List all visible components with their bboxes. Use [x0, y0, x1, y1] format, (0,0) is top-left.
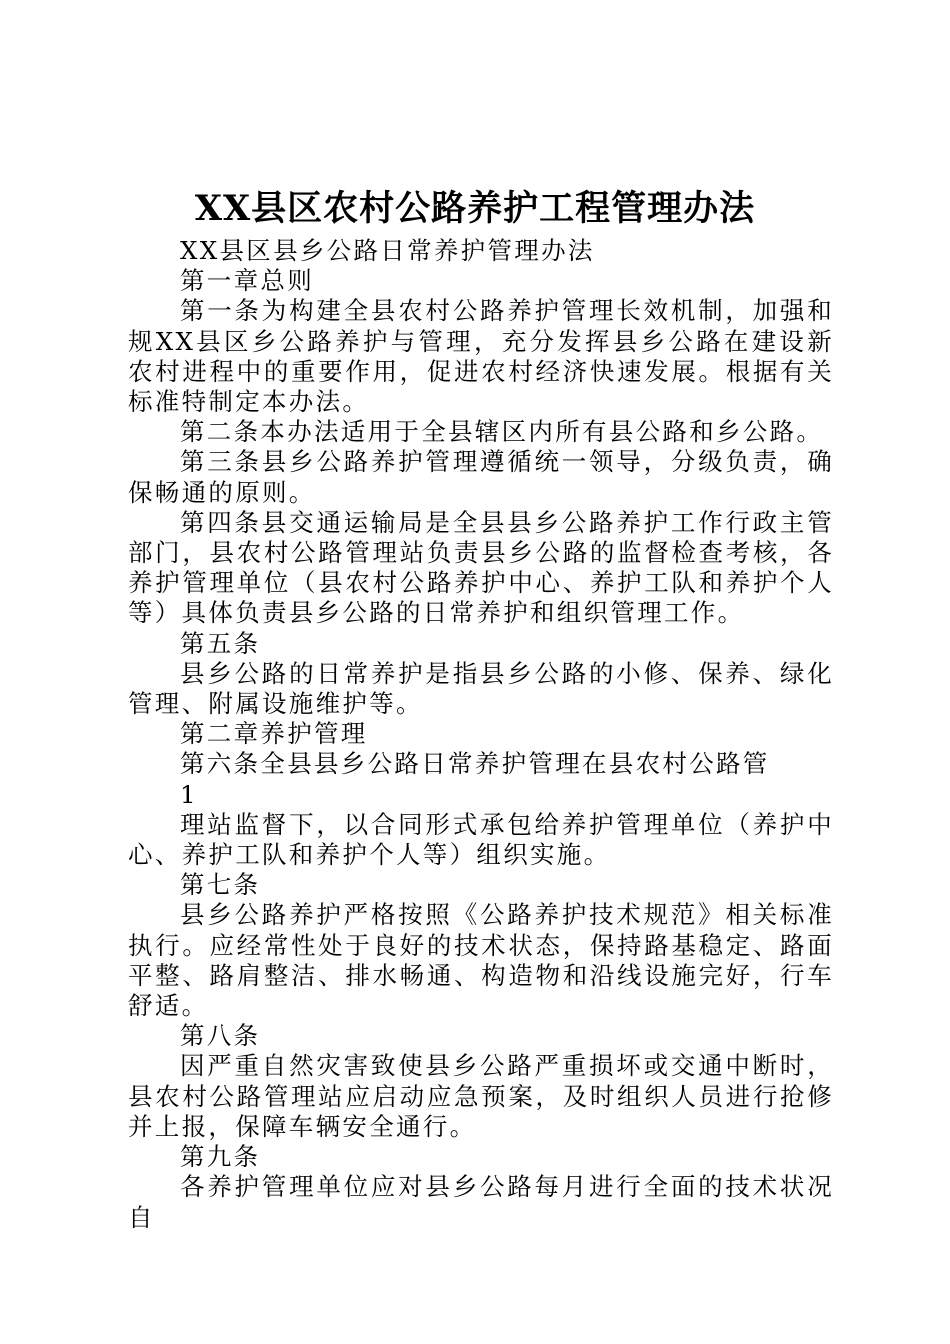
document-title: XX县区农村公路养护工程管理办法: [194, 188, 756, 229]
paragraph-article-9-heading: 第九条: [180, 1142, 261, 1172]
paragraph-article-7-heading: 第七条: [180, 870, 261, 900]
paragraph-article-8-heading: 第八条: [180, 1021, 261, 1051]
paragraph-article-6-continued: 理站监督下，以合同形式承包给养护管理单位（养护中心、养护工队和养护个人等）组织实施。: [128, 809, 834, 870]
paragraph-chapter-2: 第二章养护管理: [180, 719, 368, 749]
paragraph-article-5-heading: 第五条: [180, 628, 261, 658]
paragraph-article-5-body: 县乡公路的日常养护是指县乡公路的小修、保养、绿化管理、附属设施维护等。: [128, 658, 834, 719]
paragraph-article-9-body: 各养护管理单位应对县乡公路每月进行全面的技术状况自: [128, 1172, 834, 1232]
paragraph-chapter-1: 第一章总则: [180, 266, 314, 296]
paragraph-subtitle: XX县区县乡公路日常养护管理办法: [180, 236, 595, 265]
paragraph-article-7-body: 县乡公路养护严格按照《公路养护技术规范》相关标准执行。应经常性处于良好的技术状态，保持路基稳定、路面平整、路肩整洁、排水畅通、构造物和沿线设施完好，行车舒适。: [128, 900, 834, 1021]
paragraph-article-6: 第六条全县县乡公路日常养护管理在县农村公路管: [180, 749, 770, 779]
paragraph-article-2: 第二条本办法适用于全县辖区内所有县公路和乡公路。: [180, 417, 824, 447]
page-number: 1: [180, 779, 198, 809]
paragraph-article-3: 第三条县乡公路养护管理遵循统一领导，分级负责，确保畅通的原则。: [128, 447, 834, 507]
paragraph-article-4: 第四条县交通运输局是全县县乡公路养护工作行政主管部门，县农村公路管理站负责县乡公路的监督检查考核，各养护管理单位（县农村公路养护中心、养护工队和养护个人等）具体负责县乡公路的日常养护和组织管理工作。: [128, 507, 834, 628]
paragraph-article-1: 第一条为构建全县农村公路养护管理长效机制，加强和规XX县区乡公路养护与管理，充分发挥县乡公路在建设新农村进程中的重要作用，促进农村经济快速发展。根据有关标准特制定本办法。: [128, 296, 834, 417]
paragraph-article-8-body: 因严重自然灾害致使县乡公路严重损坏或交通中断时，县农村公路管理站应启动应急预案，及时组织人员进行抢修并上报，保障车辆安全通行。: [128, 1051, 834, 1141]
document-body: [128, 236, 834, 1233]
